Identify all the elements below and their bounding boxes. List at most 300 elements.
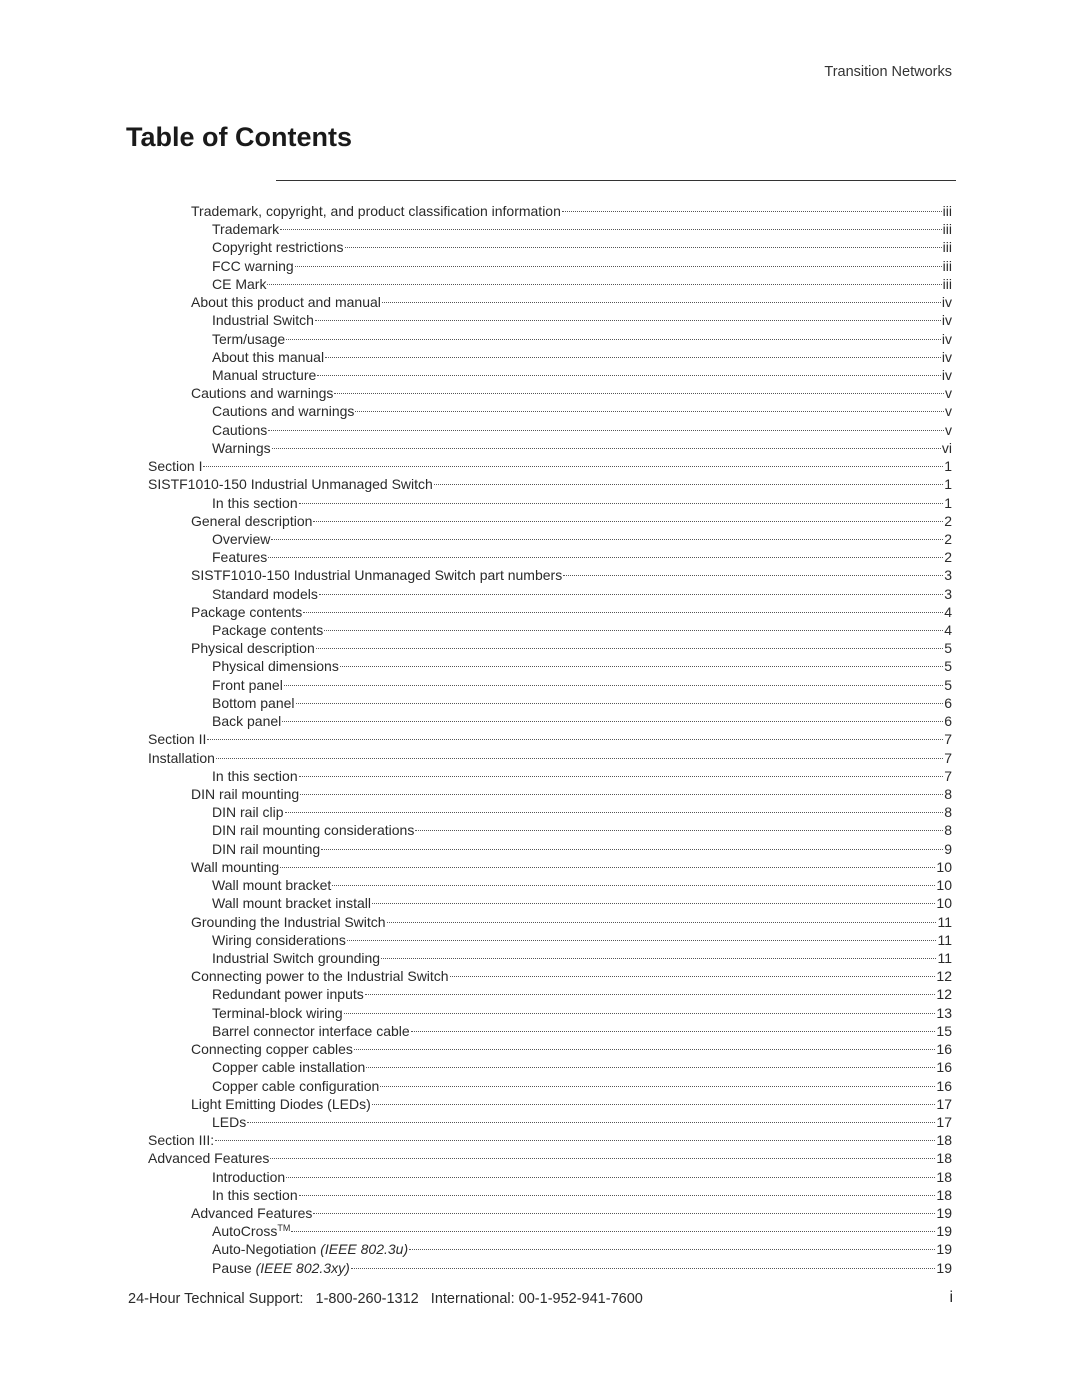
toc-entry[interactable] xyxy=(148,220,952,238)
toc-entry[interactable] xyxy=(148,821,952,839)
toc-entry-title xyxy=(212,803,284,821)
toc-entry-page: 19 xyxy=(936,1223,952,1240)
toc-entry-page: 3 xyxy=(944,567,952,584)
dot-leader xyxy=(313,1213,935,1214)
dot-leader xyxy=(280,867,935,868)
toc-entry-title xyxy=(212,1168,285,1186)
toc-entry-title-text: AutoCross xyxy=(212,1223,278,1240)
dot-leader xyxy=(299,1195,936,1196)
toc-entry-page: 2 xyxy=(944,530,952,547)
toc-entry[interactable] xyxy=(148,330,952,348)
toc-entry-title-text: Cautions and warnings xyxy=(191,385,334,402)
toc-entry-page: v xyxy=(945,421,952,438)
dot-leader xyxy=(299,503,944,504)
toc-entry-title xyxy=(148,475,433,493)
dot-leader xyxy=(313,521,943,522)
toc-entry-title xyxy=(148,1149,269,1167)
toc-entry[interactable] xyxy=(148,913,952,931)
toc-entry-title xyxy=(212,1058,365,1076)
toc-entry-page: 17 xyxy=(936,1113,952,1130)
toc-entry-page: 1 xyxy=(944,476,952,493)
toc-entry[interactable] xyxy=(148,657,952,675)
dot-leader xyxy=(268,557,943,558)
toc-entry-page: 12 xyxy=(936,968,952,985)
toc-entry-title-text: Package contents xyxy=(212,622,324,639)
toc-entry-title-text: CE Mark xyxy=(212,275,267,292)
toc-entry[interactable] xyxy=(148,238,952,256)
toc-entry-title-text: Connecting power to the Industrial Switch xyxy=(191,968,449,985)
toc-entry-title-text: Industrial Switch grounding xyxy=(212,949,381,966)
toc-entry-page: iii xyxy=(942,203,952,219)
toc-entry-page: 18 xyxy=(936,1186,952,1203)
toc-entry[interactable] xyxy=(148,1168,952,1186)
toc-entry-page: iv xyxy=(941,330,952,347)
toc-entry[interactable] xyxy=(148,730,952,748)
toc-entry-page: 12 xyxy=(936,986,952,1003)
toc-entry[interactable] xyxy=(148,767,952,785)
toc-entry[interactable] xyxy=(148,1204,952,1222)
toc-entry-title-text: DIN rail mounting xyxy=(191,786,300,802)
toc-entry[interactable] xyxy=(148,475,952,493)
dot-leader xyxy=(282,721,943,722)
toc-entry-title xyxy=(212,1113,246,1131)
dot-leader xyxy=(450,976,936,977)
toc-entry-title xyxy=(212,494,298,512)
toc-entry[interactable] xyxy=(148,1259,952,1277)
toc-entry[interactable] xyxy=(148,421,952,439)
toc-entry-title xyxy=(212,894,371,912)
toc-entry-title-text: Term/usage xyxy=(212,330,286,347)
toc-entry[interactable] xyxy=(148,1022,952,1040)
toc-entry-title xyxy=(212,348,324,366)
toc-entry-title-text: Grounding the Industrial Switch xyxy=(191,913,386,930)
toc-entry-title-text: Section III: xyxy=(148,1132,215,1149)
dot-leader xyxy=(372,903,935,904)
dot-leader xyxy=(409,1249,935,1250)
toc-entry[interactable] xyxy=(148,494,952,512)
toc-entry-title-text: Light Emitting Diodes (LEDs) xyxy=(191,1095,371,1112)
toc-entry-title-text: Section I xyxy=(148,458,203,475)
toc-entry[interactable] xyxy=(148,621,952,639)
toc-entry[interactable] xyxy=(148,366,952,384)
toc-entry[interactable] xyxy=(148,293,952,311)
toc-entry-title-text: Advanced Features xyxy=(148,1150,270,1167)
toc-entry-title xyxy=(212,275,266,293)
toc-entry-title xyxy=(212,548,267,566)
toc-entry[interactable] xyxy=(148,840,952,858)
toc-entry-title-text: SISTF1010-150 Industrial Unmanaged Switch xyxy=(148,476,433,493)
toc-entry-page: 4 xyxy=(944,622,952,639)
toc-entry[interactable] xyxy=(148,712,952,730)
dot-leader xyxy=(296,703,944,704)
toc-entry-page: 4 xyxy=(944,603,952,620)
dot-leader xyxy=(381,958,936,959)
toc-entry-page: 10 xyxy=(936,858,952,875)
dot-leader xyxy=(340,666,943,667)
toc-entry[interactable] xyxy=(148,202,952,220)
toc-entry-title xyxy=(191,566,562,584)
dot-leader xyxy=(286,339,941,340)
dot-leader xyxy=(267,284,941,285)
toc-entry-title-text: FCC warning xyxy=(212,257,294,274)
toc-entry-title xyxy=(212,330,285,348)
toc-entry-title xyxy=(212,530,270,548)
toc-entry-standard: (IEEE 802.3xy) xyxy=(255,1259,350,1276)
toc-entry-title-text: Trademark, copyright, and product classification information xyxy=(191,203,561,219)
toc-entry-title xyxy=(212,712,281,730)
toc-entry[interactable] xyxy=(148,858,952,876)
toc-entry-title xyxy=(212,1240,408,1258)
toc-entry-title xyxy=(212,366,316,384)
dot-leader xyxy=(272,448,941,449)
toc-entry-title-text: Auto-Negotiation xyxy=(212,1241,321,1258)
toc-entry-title-text: About this manual xyxy=(212,348,325,365)
toc-entry-page: iv xyxy=(941,348,952,365)
toc-entry-title-text: Connecting copper cables xyxy=(191,1041,353,1058)
toc-entry-title-text: Bottom panel xyxy=(212,694,295,711)
toc-entry-title-text: Advanced Features xyxy=(191,1205,313,1222)
toc-entry-title-text: Features xyxy=(212,549,268,566)
toc-entry-title xyxy=(212,676,283,694)
toc-entry-page: 17 xyxy=(936,1095,952,1112)
toc-entry-title-text: Physical dimensions xyxy=(212,658,339,675)
toc-entry-standard: (IEEE 802.3u) xyxy=(320,1241,409,1258)
toc-entry-page: 1 xyxy=(944,494,952,511)
toc-entry[interactable] xyxy=(148,402,952,420)
toc-entry-page: 9 xyxy=(944,840,952,857)
toc-entry-page: iii xyxy=(942,221,952,238)
toc-entry-title xyxy=(191,1095,371,1113)
toc-entry-title-text: About this product and manual xyxy=(191,294,381,311)
toc-entry-title-text: Wall mounting xyxy=(191,858,280,875)
toc-entry-title-text: Cautions and warnings xyxy=(212,403,355,420)
toc-entry[interactable] xyxy=(148,311,952,329)
dot-leader xyxy=(317,375,941,376)
dot-leader xyxy=(366,1067,935,1068)
toc-entry-title-text: In this section xyxy=(212,767,298,784)
toc-entry-title-text: Copyright restrictions xyxy=(212,239,344,256)
dot-leader xyxy=(344,1013,936,1014)
toc-entry-page: 5 xyxy=(944,640,952,657)
toc-entry-title-text: DIN rail mounting considerations xyxy=(212,822,415,839)
toc-list xyxy=(148,202,952,1277)
toc-entry-title-text: Cautions xyxy=(212,421,268,438)
toc-entry[interactable] xyxy=(148,894,952,912)
toc-entry[interactable] xyxy=(148,1004,952,1022)
dot-leader xyxy=(207,739,943,740)
toc-entry-page: iv xyxy=(941,366,952,383)
toc-entry[interactable] xyxy=(148,1131,952,1149)
dot-leader xyxy=(563,575,943,576)
toc-entry-title-text: In this section xyxy=(212,494,298,511)
toc-entry-title xyxy=(191,202,561,220)
toc-entry[interactable] xyxy=(148,1113,952,1131)
toc-entry-page: 18 xyxy=(936,1150,952,1167)
toc-entry-page: 6 xyxy=(944,694,952,711)
toc-entry-title xyxy=(212,821,414,839)
toc-entry-title xyxy=(212,1259,350,1277)
dot-leader xyxy=(332,885,935,886)
toc-entry[interactable] xyxy=(148,603,952,621)
toc-entry-title-text: Wiring considerations xyxy=(212,931,346,948)
toc-entry-page: 8 xyxy=(944,822,952,839)
toc-entry-title-text: LEDs xyxy=(212,1113,247,1130)
toc-entry-title xyxy=(212,1186,298,1204)
toc-entry[interactable] xyxy=(148,384,952,402)
toc-entry-title xyxy=(212,621,323,639)
header-brand: Transition Networks xyxy=(824,64,952,80)
toc-entry[interactable] xyxy=(148,1058,952,1076)
toc-entry-page: 19 xyxy=(936,1205,952,1222)
toc-entry[interactable] xyxy=(148,1040,952,1058)
toc-entry-title xyxy=(148,457,202,475)
toc-entry-page: 13 xyxy=(936,1004,952,1021)
toc-entry-page: 16 xyxy=(936,1059,952,1076)
dot-leader xyxy=(295,266,942,267)
dot-leader xyxy=(280,229,941,230)
toc-entry-page: 16 xyxy=(936,1041,952,1058)
dot-leader xyxy=(365,994,936,995)
toc-entry-title xyxy=(191,639,315,657)
footer-support: 24-Hour Technical Support: 1-800-260-1312 International: 00-1-952-941-7600 xyxy=(128,1291,643,1307)
toc-entry-title xyxy=(212,585,318,603)
dot-leader xyxy=(562,211,942,212)
toc-entry-title xyxy=(191,603,302,621)
toc-entry-title-text: Standard models xyxy=(212,585,318,602)
toc-entry-page: 15 xyxy=(936,1022,952,1039)
toc-entry-title xyxy=(212,876,331,894)
toc-entry-title xyxy=(191,858,279,876)
toc-entry-title xyxy=(148,749,215,767)
dot-leader xyxy=(411,1031,936,1032)
dot-leader xyxy=(303,612,943,613)
toc-entry[interactable] xyxy=(148,257,952,275)
toc-entry[interactable] xyxy=(148,749,952,767)
toc-entry-title-text: Terminal-block wiring xyxy=(212,1004,343,1021)
toc-entry-title xyxy=(148,730,206,748)
toc-entry-page: 10 xyxy=(936,895,952,912)
toc-entry[interactable] xyxy=(148,1240,952,1258)
toc-entry-title xyxy=(212,421,267,439)
toc-entry-title xyxy=(212,985,364,1003)
toc-entry[interactable] xyxy=(148,803,952,821)
toc-entry-page: 5 xyxy=(944,658,952,675)
dot-leader xyxy=(215,1140,935,1141)
toc-entry[interactable] xyxy=(148,967,952,985)
title-rule xyxy=(276,180,956,181)
toc-entry-page: iii xyxy=(942,275,952,292)
toc-entry-title xyxy=(212,257,294,275)
toc-entry-page: vi xyxy=(941,439,952,456)
dot-leader xyxy=(316,648,943,649)
toc-entry[interactable] xyxy=(148,931,952,949)
dot-leader xyxy=(354,1049,936,1050)
toc-entry-page: 11 xyxy=(937,931,952,948)
toc-entry[interactable] xyxy=(148,566,952,584)
dot-leader xyxy=(203,466,943,467)
toc-entry-title xyxy=(191,384,333,402)
toc-entry-title xyxy=(212,402,354,420)
toc-entry-title xyxy=(191,913,386,931)
toc-entry-title-text: Industrial Switch xyxy=(212,312,314,329)
toc-entry-page: iv xyxy=(941,294,952,311)
toc-entry-title xyxy=(212,694,295,712)
toc-entry-title xyxy=(191,967,449,985)
toc-entry[interactable] xyxy=(148,876,952,894)
toc-entry[interactable] xyxy=(148,785,952,803)
page-title: Table of Contents xyxy=(126,122,352,152)
toc-entry-page: v xyxy=(945,403,952,420)
toc-entry-title-text: Physical description xyxy=(191,640,315,657)
footer-page-number: i xyxy=(949,1289,953,1306)
toc-entry[interactable] xyxy=(148,1149,952,1167)
toc-entry-title xyxy=(212,949,380,967)
toc-entry-title-text: Barrel connector interface cable xyxy=(212,1022,410,1039)
toc-entry-title xyxy=(212,311,314,329)
toc-entry-page: iv xyxy=(941,312,952,329)
toc-entry-title xyxy=(212,1022,410,1040)
dot-leader xyxy=(268,430,944,431)
toc-entry-title xyxy=(212,1222,290,1240)
toc-entry-title-text: Overview xyxy=(212,530,271,547)
dot-leader xyxy=(372,1104,936,1105)
dot-leader xyxy=(351,1268,936,1269)
dot-leader xyxy=(216,758,943,759)
trademark-superscript: TM xyxy=(277,1223,291,1234)
toc-entry[interactable] xyxy=(148,275,952,293)
toc-entry[interactable] xyxy=(148,530,952,548)
toc-entry-title-text: Trademark xyxy=(212,221,280,238)
toc-entry-page: 6 xyxy=(944,713,952,730)
toc-entry-title-text: Manual structure xyxy=(212,366,317,383)
toc-entry[interactable] xyxy=(148,985,952,1003)
toc-entry[interactable] xyxy=(148,585,952,603)
toc-entry[interactable] xyxy=(148,639,952,657)
toc-entry-title xyxy=(212,767,298,785)
toc-entry-title xyxy=(212,931,346,949)
toc-entry-title xyxy=(191,785,299,803)
dot-leader xyxy=(247,1122,935,1123)
toc-entry-title-text: Wall mount bracket xyxy=(212,877,332,894)
toc-entry-title xyxy=(212,238,344,256)
dot-leader xyxy=(347,940,937,941)
dot-leader xyxy=(299,776,944,777)
toc-entry-title-text: Introduction xyxy=(212,1168,286,1185)
toc-entry-page: 19 xyxy=(936,1259,952,1276)
dot-leader xyxy=(324,630,943,631)
dot-leader xyxy=(319,594,943,595)
toc-entry-page: 18 xyxy=(936,1132,952,1149)
dot-leader xyxy=(334,393,944,394)
toc-entry-title xyxy=(212,220,279,238)
toc-entry-title-text: In this section xyxy=(212,1186,298,1203)
toc-entry-title-text: Pause xyxy=(212,1259,256,1276)
toc-entry-title xyxy=(212,1077,379,1095)
toc-entry-title-text: Package contents xyxy=(191,603,303,620)
toc-entry[interactable] xyxy=(148,1222,952,1240)
toc-entry-title-text: Wall mount bracket install xyxy=(212,895,371,912)
toc-entry-title-text: Installation xyxy=(148,749,215,766)
toc-entry-page: 11 xyxy=(937,949,952,966)
toc-entry[interactable] xyxy=(148,512,952,530)
toc-entry[interactable] xyxy=(148,1186,952,1204)
dot-leader xyxy=(325,357,941,358)
toc-entry-title-text: SISTF1010-150 Industrial Unmanaged Switch part numbers xyxy=(191,567,563,584)
toc-entry-title-text: Warnings xyxy=(212,439,271,456)
toc-entry-title-text: DIN rail clip xyxy=(212,804,284,821)
toc-entry-title xyxy=(191,1040,353,1058)
toc-entry-page: 10 xyxy=(936,877,952,894)
toc-entry-title-text: General description xyxy=(191,512,313,529)
dot-leader xyxy=(271,539,943,540)
toc-entry-page: 16 xyxy=(936,1077,952,1094)
toc-entry-page: 2 xyxy=(944,512,952,529)
toc-entry-page: 1 xyxy=(944,458,952,475)
dot-leader xyxy=(415,830,943,831)
dot-leader xyxy=(315,320,941,321)
toc-entry-title-text: Front panel xyxy=(212,676,283,693)
toc-entry[interactable] xyxy=(148,676,952,694)
toc-entry-title-text: Back panel xyxy=(212,713,282,730)
dot-leader xyxy=(285,812,944,813)
toc-entry[interactable] xyxy=(148,439,952,457)
dot-leader xyxy=(291,1231,935,1232)
toc-entry-page: 7 xyxy=(944,767,952,784)
toc-entry-page: 8 xyxy=(944,804,952,821)
toc-entry-page: 5 xyxy=(944,676,952,693)
toc-entry[interactable] xyxy=(148,949,952,967)
toc-entry-title xyxy=(191,512,312,530)
toc-entry-page: 2 xyxy=(944,549,952,566)
dot-leader xyxy=(270,1158,935,1159)
toc-entry-title xyxy=(148,1131,214,1149)
toc-entry-title xyxy=(212,439,271,457)
dot-leader xyxy=(434,484,943,485)
toc-entry[interactable] xyxy=(148,1077,952,1095)
toc-entry-title xyxy=(191,293,381,311)
toc-entry[interactable] xyxy=(148,1095,952,1113)
toc-entry-title xyxy=(191,1204,312,1222)
dot-leader xyxy=(355,411,944,412)
dot-leader xyxy=(387,922,937,923)
toc-entry-page: 7 xyxy=(944,731,952,748)
toc-entry-title-text: DIN rail mounting xyxy=(212,840,321,857)
toc-entry-title-text: Copper cable configuration xyxy=(212,1077,380,1094)
toc-entry-page: iii xyxy=(942,239,952,256)
toc-entry-page: 3 xyxy=(944,585,952,602)
dot-leader xyxy=(286,1177,935,1178)
toc-entry[interactable] xyxy=(148,548,952,566)
dot-leader xyxy=(300,794,943,795)
toc-entry-page: 19 xyxy=(936,1241,952,1258)
toc-entry-page: iii xyxy=(942,257,952,274)
toc-entry-title-text: Redundant power inputs xyxy=(212,986,364,1003)
toc-entry[interactable] xyxy=(148,348,952,366)
dot-leader xyxy=(380,1086,935,1087)
toc-entry-title-text: Section II xyxy=(148,731,207,748)
dot-leader xyxy=(284,685,943,686)
toc-entry-page: 8 xyxy=(944,786,952,802)
toc-entry-page: 7 xyxy=(944,749,952,766)
toc-entry-title xyxy=(212,657,339,675)
toc-entry[interactable] xyxy=(148,457,952,475)
toc-entry-page: 18 xyxy=(936,1168,952,1185)
toc-entry-title-text: Copper cable installation xyxy=(212,1059,366,1076)
dot-leader xyxy=(382,302,941,303)
dot-leader xyxy=(345,247,942,248)
toc-entry-page: 11 xyxy=(937,913,952,930)
toc-entry[interactable] xyxy=(148,694,952,712)
